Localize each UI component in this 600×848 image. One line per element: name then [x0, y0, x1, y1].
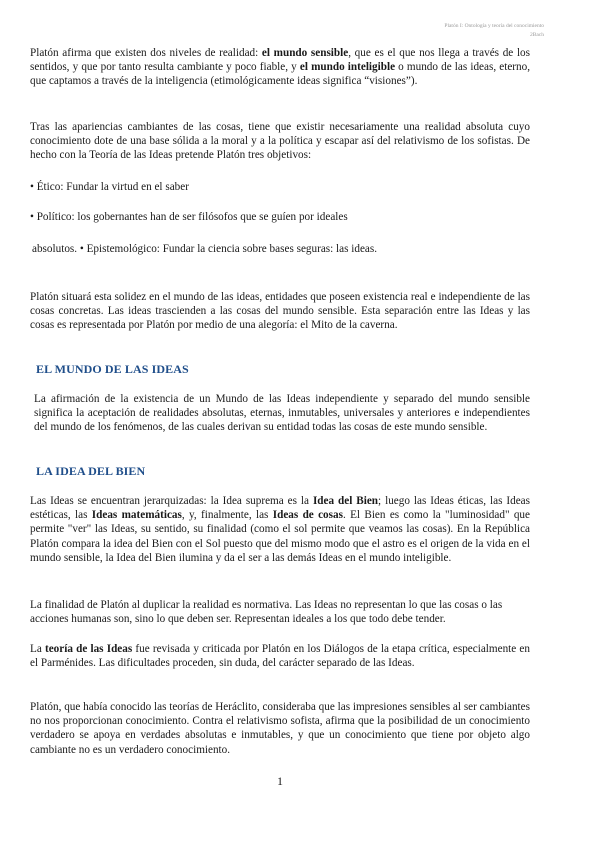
text-run: ; luego las Ideas éticas, las Ideas estéticas, las [30, 495, 530, 522]
bullet-etico: • Ético: Fundar la virtud en el saber [30, 181, 189, 193]
text-run: fue revisada y criticada por Platón en los Diálogos de la etapa crítica, especialmente en el Parménides. Las dificultades proceden, sin duda, del carácter separado de las Ideas. [30, 643, 530, 670]
header-title: Platón I: Ontología y teoría del conocimiento [444, 23, 544, 29]
header-course: 2Bach [529, 32, 544, 38]
term-ideas-matematicas: Ideas matemáticas [91, 509, 182, 522]
paragraph-finalidad: La finalidad de Platón al duplicar la realidad es normativa. Las Ideas no representan lo que las cosas o las acciones humanas son, sino lo que deben ser. Representan ideales a los que todo debe tender. [30, 599, 503, 626]
paragraph-revision [30, 642, 530, 670]
text-run: Platón afirma que existen dos niveles de realidad: [30, 47, 262, 59]
paragraph-heraclito: Platón, que había conocido las teorías de Heráclito, consideraba que las impresiones sensibles al ser cambiantes no nos proporcionan conocimiento. Contra el relativismo sofista, afirma que la posibilidad de un conocimiento verdadero se apoya en verdades absolutas e inmutables, y que un conocimiento que tiene por objeto algo cambiante no es un verdadero conocimiento. [30, 701, 530, 756]
running-header [444, 22, 544, 40]
page-number: 1 [277, 774, 283, 788]
text-run: , que es el que nos llega a través de los sentidos, y que por tanto resulta cambiante y poco fiable, y [30, 47, 530, 74]
text-run: La [30, 643, 45, 655]
heading-idea-bien: LA IDEA DEL BIEN [36, 464, 146, 478]
heading-mundo-ideas: EL MUNDO DE LAS IDEAS [36, 362, 189, 376]
paragraph-idea-bien [30, 494, 530, 565]
paragraph-solidez: Platón situará esta solidez en el mundo de las ideas, entidades que poseen existencia real e independiente de las cosas concretas. Las ideas trascienden a las cosas del mundo sensible. Esta separación entre las Ideas y las cosas es representada por Platón por medio de una alegoría: el Mito de la caverna. [30, 291, 530, 332]
term-teoria-ideas: teoría de las Ideas [44, 643, 133, 655]
term-ideas-cosas: Ideas de cosas [272, 509, 343, 522]
text-run: Las Ideas se encuentran jerarquizadas: la Idea suprema es la [30, 495, 313, 507]
term-mundo-inteligible: el mundo inteligible [299, 61, 396, 74]
bullet-politico: • Político: los gobernantes han de ser filósofos que se guíen por ideales [30, 211, 348, 223]
text-run: o mundo de las ideas, eterno, que captamos a través de la inteligencia (etimológicamente ideas significa “visiones”). [30, 61, 531, 88]
text-run: , y, finalmente, las [181, 509, 273, 522]
paragraph-mundo-ideas: La afirmación de la existencia de un Mundo de las Ideas independiente y separado del mundo sensible significa la aceptación de realidades absolutas, eternas, inmutables, universales y anteriores e independientes del mundo de los fenómenos, de las cuales derivan su entidad todas las cosas de este mundo sensible. [34, 393, 530, 434]
term-mundo-sensible: el mundo sensible [261, 47, 349, 59]
bullet-epistemologico: absolutos. • Epistemológico: Fundar la ciencia sobre bases seguras: las ideas. [32, 243, 378, 255]
paragraph-two-levels [30, 46, 530, 89]
term-idea-bien: Idea del Bien [312, 495, 379, 507]
paragraph-objectives-intro: Tras las apariencias cambiantes de las cosas, tiene que existir necesariamente una realidad absoluta cuyo conocimiento dote de una base sólida a la moral y a la política y escapar así del relativismo de los sofistas. De hecho con la Teoría de las Ideas pretende Platón tres objetivos: [30, 121, 530, 162]
text-run: . El Bien es como la "luminosidad" que permite "ver" las Ideas, su sentido, su finalidad (como el sol permite que veamos las cosas). En la República Platón compara la idea del Bien con el Sol puesto que del mismo modo que el astro es el origen de la vida en el mundo sensible, la Idea del Bien ilumina y da el ser a las demás Ideas en el mundo inteligible. [30, 509, 530, 564]
